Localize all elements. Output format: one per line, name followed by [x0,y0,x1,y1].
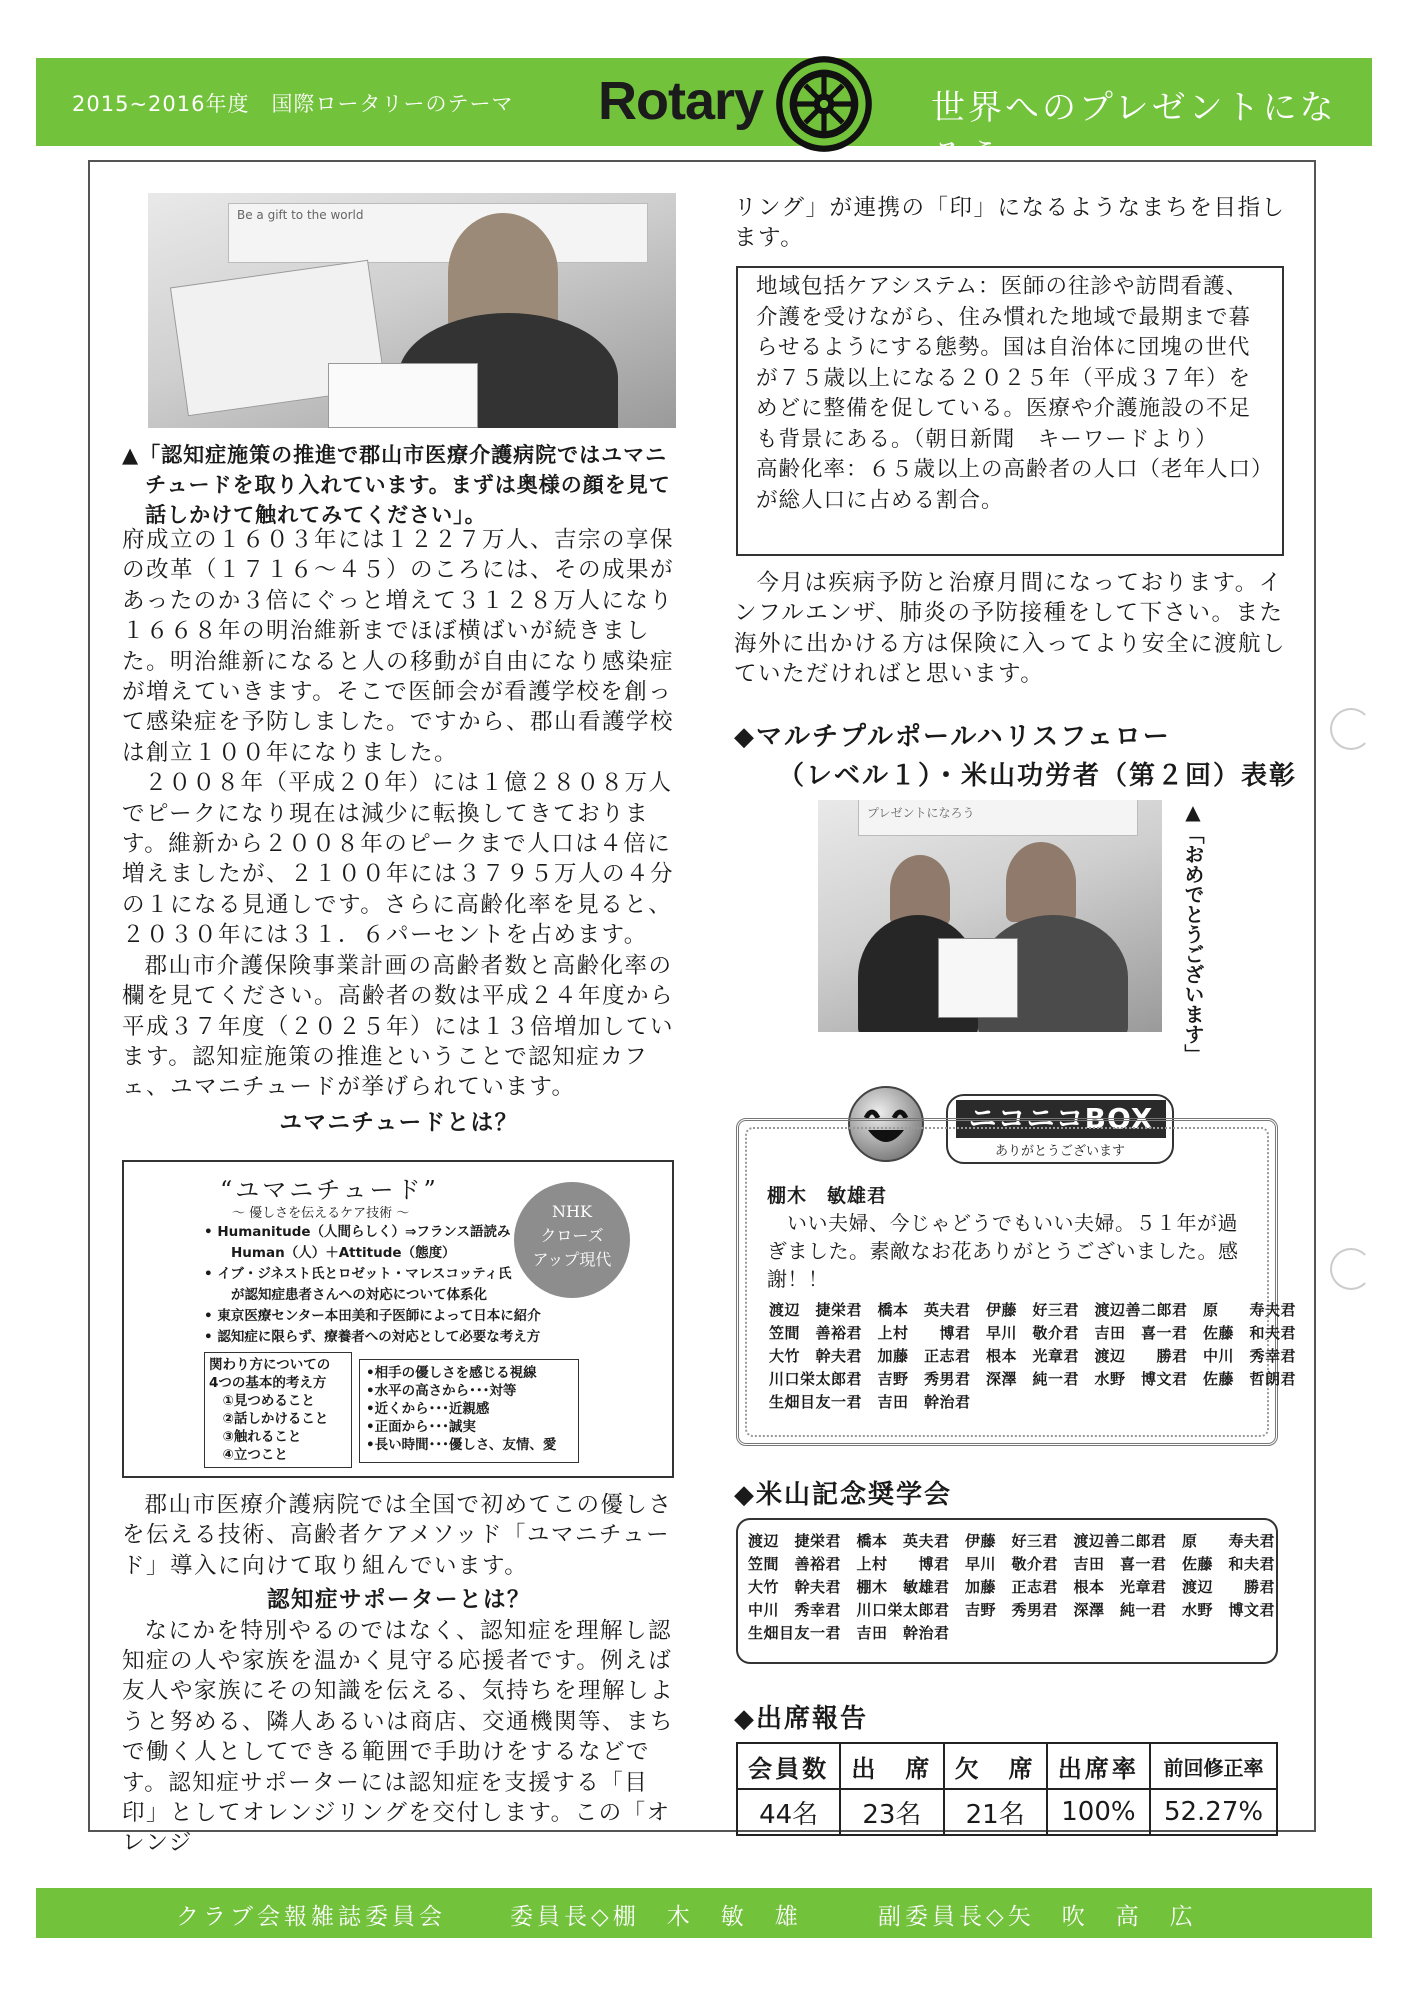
left-column-bottom [122,1490,676,1859]
humanitude-title: “ユマニチュード” [220,1176,439,1204]
right-column-month [734,568,1286,690]
humanitude-item: Human（人）＋Attitude（態度） [204,1245,456,1261]
four-principles-box [204,1352,352,1468]
nhk-line: NHK [552,1202,592,1221]
humanitude-item: • イブ・ジネスト氏とロゼット・マレスコッティ氏 [204,1266,512,1282]
humanitude-item: が認知症患者さんへの対応について体系化 [204,1287,487,1303]
niko-name: 棚木 敏雄君 [767,1185,888,1207]
right-column-top [734,193,1286,254]
detail-line: •水平の高さから･･･対等 [366,1383,517,1399]
recipient-head [1006,842,1076,922]
humanitude-subtitle: ～ 優しさを伝えるケア技術 ～ [232,1206,410,1221]
binder-hole [1330,708,1372,750]
certificate [938,938,1018,1018]
definition-care-system: 地域包括ケアシステム：医師の往診や訪問看護、介護を受けながら、住み慣れた地域で最期まで暮らせるようにする態勢。国は自治体に団塊の世代が７５歳以上になる２０２５年（平成３７年）をめどに整備を促している。医療や介護施設の不足も背景にある。（朝日新聞 キーワードより） [756,274,1252,452]
definitions-box [736,266,1284,556]
paragraph-care-plan: 郡山市介護保険事業計画の高齢者数と高齢化率の欄を見てください。高齢者の数は平成２４年度から平成３７年度（２０２５年）には１３倍増加しています。認知症施策の推進ということで認知症カフェ、ユマニチュードが挙げられています。 [122,952,675,1101]
photo-caption: ▲「認知症施策の推進で郡山市医療介護病院ではユマニチュードを取り入れています。まずは奥様の顔を見て話しかけて触れてみてください」。 [122,443,671,527]
attendance-value: 23名 [840,1789,943,1835]
heading-multiple: ◆マルチプルポールハリスフェロー [734,722,1171,752]
niko-box [736,1118,1297,1446]
footer-bar [36,1888,1372,1938]
detail-line: •相手の優しさを感じる視線 [366,1365,537,1381]
detail-line: •正面から･･･誠実 [366,1419,476,1435]
left-column [122,525,676,1138]
principle-line: 関わり方についての [209,1357,331,1373]
paragraph-month: 今月は疾病予防と治療月間になっております。インフルエンザ、肺炎の予防接種をして下さい。また海外に出かける方は保険に入ってより安全に渡航していただければと思います。 [734,570,1287,688]
attendance-header: 出 席 [840,1743,943,1789]
principle-details-box [359,1359,579,1463]
definition-aging-rate: 高齢化率：６５歳以上の高齢者の人口（老年人口）が総人口に占める割合。 [756,457,1263,513]
attendance-value-row [737,1789,1277,1835]
yoneyama-names-list: 渡辺 捷栄君 橋本 英夫君 伊藤 好三君 渡辺善二郎君 原 寿夫君 笠間 善裕君 上村 博君 早川 敬介君 吉田 喜一君 佐藤 和夫君 大竹 幹夫君 棚木 敏雄君 加藤 正志君 根本 光章君 渡辺 勝君 中川 秀幸君 川口栄太郎君 吉野 秀男君 深澤 純一君 水野 博文君 生畑目友一君 吉田 幹治君 [748,1532,1276,1642]
attendance-value: 100% [1047,1789,1150,1835]
attendance-value: 21名 [944,1789,1047,1835]
detail-line: •長い時間･･･優しさ、友情、愛 [366,1437,557,1453]
rotary-wheel-icon [772,52,876,156]
nhk-line: アップ現代 [532,1250,612,1269]
heading-attendance: ◆出席報告 [734,1704,868,1734]
paragraph-continued: リング」が連携の「印」になるようなまちを目指します。 [734,195,1286,252]
attendance-header: 会員数 [737,1743,840,1789]
award-photo-banner: プレゼントになろう [858,800,1138,836]
yoneyama-box [736,1518,1278,1664]
paragraph-supporter: なにかを特別やるのではなく、認知症を理解し認知症の人や家族を温かく見守る応援者です。例えば友人や家族にその知識を伝える、気持ちを理解しようと努める、隣人あるいは商店、交通機関等、まちで働く人としてできる範囲で手助けをするなどです。認知症サポーターには認知症を支援する「目印」としてオレンジリングを交付します。この「オレンジ [122,1617,675,1857]
paragraph-population: ２００８年（平成２０年）には１億２８０８万人でピークになり現在は減少に転換してきております。維新から２００８年のピークまで人口は４倍に増えましたが、２１００年には３７９５万人の４分の１になる見通しです。さらに高齢化率を見ると、２０３０年には３１．６パーセントを占めます。 [122,770,675,949]
attendance-header: 欠 席 [944,1743,1047,1789]
attendance-header: 前回修正率 [1150,1743,1277,1789]
award-photo-caption: ▲「おめでとうございます」 [1181,800,1205,1064]
footer-vice-chair: 副委員長◇矢 吹 高 広 [878,1904,1197,1930]
rotary-wordmark: Rotary [598,71,764,131]
paragraph-hospital: 郡山市医療介護病院では全国で初めてこの優しさを伝える技術、高齢者ケアメソッド「ユマニチュード」導入に向けて取り組んでいます。 [122,1492,673,1579]
theme-title: 世界へのプレゼントになろう [931,88,1337,177]
niko-logo: ニコニコBOX [956,1100,1166,1138]
principle-line: ①見つめること [209,1393,315,1409]
paragraph-history: 府成立の１６０３年には１２２７万人、吉宗の享保の改革（１７１６～４５）のころには、その成果があったのか３倍にぐっと増えて３１２８万人になり１６６８年の明治維新までほぼ横ばいが続きました。明治維新になると人の移動が自由になり感染症が増えていきます。そこで医師会が看護学校を創って感染症を予防しました。ですから、郡山看護学校は創立１００年になりました。 [122,527,675,766]
heading-multiple-sub: （レベル１）・米山功労者（第２回）表彰 [778,761,1298,791]
niko-message: いい夫婦、今じゃどうでもいい夫婦。５１年が過ぎました。素敵なお花ありがとうございました。感謝！！ [767,1211,1239,1291]
footer-committee: クラブ会報雑誌委員会 [176,1904,446,1930]
attendance-header-row [737,1743,1277,1789]
footer-chair: 委員長◇棚 木 敏 雄 [510,1904,802,1930]
humanitude-list [204,1222,541,1348]
club-banner [328,363,478,428]
niko-subtitle: ありがとうございます [994,1144,1125,1159]
humanitude-item: • 認知症に限らず、療養者への対応として必要な考え方 [204,1329,541,1345]
humanitude-item: • Humanitude（人間らしく）⇒フランス語読み [204,1224,511,1240]
attendance-value: 52.27% [1150,1789,1277,1835]
speaker-photo [148,193,676,428]
photo-banner: Be a gift to the world [228,203,648,263]
detail-line: •近くから･･･近親感 [366,1401,490,1417]
principle-line: ④立つこと [209,1447,288,1463]
heading-humanitude: ユマニチュードとは？ [279,1109,519,1136]
binder-hole [1330,1248,1372,1290]
heading-yoneyama: ◆米山記念奨学会 [734,1480,952,1510]
humanitude-box [122,1160,674,1478]
principle-line: ②話しかけること [209,1411,329,1427]
header-bar [36,58,1372,177]
award-photo [818,800,1162,1032]
niko-names-list: 渡辺 捷栄君 橋本 英夫君 伊藤 好三君 渡辺善二郎君 原 寿夫君 笠間 善裕君 上村 博君 早川 敬介君 吉田 喜一君 佐藤 和夫君 大竹 幹夫君 加藤 正志君 根本 光章君 渡辺 勝君 中川 秀幸君 川口栄太郎君 吉野 秀男君 深澤 純一君 水野 博文君 佐藤 哲朗君 生畑目友一君 吉田 幹治君 [769,1301,1297,1411]
attendance-header: 出席率 [1047,1743,1150,1789]
attendance-value: 44名 [737,1789,840,1835]
principle-line: 4つの基本的考え方 [209,1375,327,1391]
theme-year-label: 2015~2016年度 国際ロータリーのテーマ [72,92,514,116]
attendance-table [736,1742,1278,1836]
nhk-line: クローズ [540,1226,604,1245]
humanitude-item: • 東京医療センター本田美和子医師によって日本に紹介 [204,1308,541,1324]
nhk-badge [514,1182,630,1298]
heading-supporter: 認知症サポーターとは？ [266,1587,531,1614]
principle-line: ③触れること [209,1429,302,1445]
